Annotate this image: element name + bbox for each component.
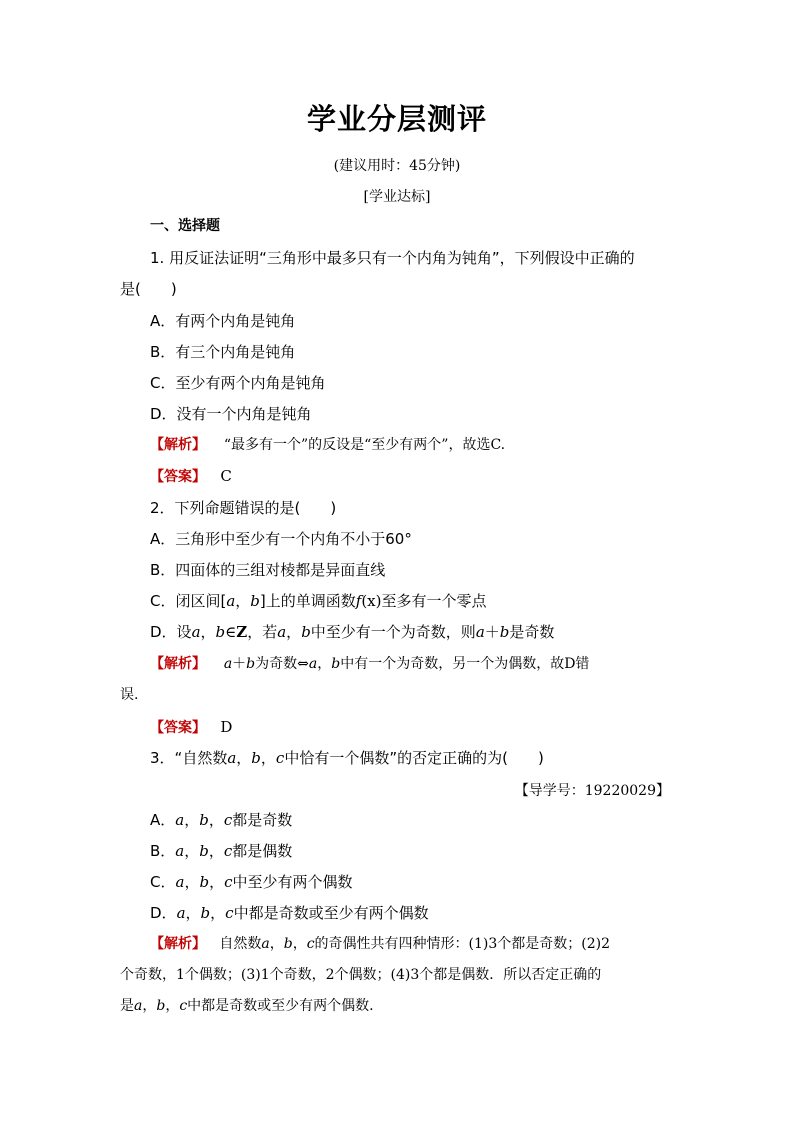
q2-option-b: B．四面体的三组对棱都是异面直线 — [150, 561, 386, 579]
var-c: c — [223, 811, 233, 829]
text: 的奇偶性共有四种情形：(1)3个都是奇数；(2)2 — [314, 936, 611, 952]
var-b: b — [199, 811, 209, 829]
var-a: a — [223, 656, 233, 672]
text: (x) — [361, 592, 382, 610]
var-a: a — [176, 904, 186, 922]
var-a: a — [226, 592, 236, 610]
text: 是奇数 — [509, 623, 555, 641]
q2-answer — [150, 717, 232, 738]
var-b: b — [215, 623, 226, 641]
q2-option-c — [150, 591, 487, 611]
text: ＋ — [484, 623, 500, 641]
q3-analysis-line3 — [120, 996, 374, 1016]
text: A． — [150, 811, 176, 829]
q2-analysis-line2: 误. — [120, 687, 139, 703]
var-f: f — [355, 592, 362, 610]
text: 为奇数⇔ — [255, 656, 309, 672]
guide-number: 【导学号：19220029】 — [514, 783, 670, 799]
text: ， — [184, 811, 200, 829]
var-b: b — [250, 592, 260, 610]
var-c: c — [179, 998, 188, 1014]
q3-option-c — [150, 872, 353, 892]
q1-analysis — [150, 435, 505, 455]
var-b: b — [246, 656, 256, 672]
var-a: a — [277, 623, 287, 641]
text: ， — [208, 811, 224, 829]
q3-option-d — [150, 903, 429, 923]
text: ， — [142, 998, 157, 1014]
q1-option-a: A．有两个内角是钝角 — [150, 312, 296, 330]
text: D．设 — [150, 623, 192, 641]
text: 中都是奇数或至少有两个偶数. — [187, 998, 374, 1014]
var-b: b — [283, 936, 293, 952]
text: ， — [184, 873, 200, 891]
var-c: c — [223, 842, 233, 860]
text: B． — [150, 842, 176, 860]
section-heading: 一、选择题 — [150, 218, 220, 234]
text: 都是奇数 — [232, 811, 293, 829]
q3-option-a — [150, 810, 292, 830]
text: 中都是奇数或至少有两个偶数 — [233, 904, 429, 922]
text: 中有一个为奇数，另一个为偶数，故D错 — [340, 656, 590, 672]
q2-answer-value: D — [220, 718, 233, 736]
var-c: c — [225, 904, 234, 922]
text: ， — [165, 998, 180, 1014]
text: ， — [200, 623, 216, 641]
q1-answer — [150, 466, 232, 487]
q1-analysis-text: “最多有一个”的反设是“至少有两个”，故选C. — [223, 437, 506, 453]
text: 3．“自然数 — [150, 749, 228, 767]
var-b: b — [251, 749, 261, 767]
section-tag: [学业达标] — [363, 189, 431, 205]
var-b: b — [301, 623, 311, 641]
text: ， — [185, 904, 201, 922]
analysis-label: 【解析】 — [150, 936, 206, 952]
q2-stem: 2．下列命题错误的是( ) — [150, 499, 337, 517]
text: ， — [260, 749, 276, 767]
q1-answer-value: C — [220, 467, 232, 485]
text: ＋ — [232, 656, 247, 672]
text: 中恰有一个偶数”的否定正确的为( ) — [284, 749, 544, 767]
set-z: Z — [236, 623, 248, 641]
text: ，若 — [247, 623, 278, 641]
analysis-label: 【解析】 — [150, 437, 206, 453]
text: ， — [235, 592, 251, 610]
q3-stem — [150, 748, 544, 768]
text: ， — [236, 749, 252, 767]
var-b: b — [331, 656, 341, 672]
text: ]上的单调函数 — [259, 592, 356, 610]
var-a: a — [191, 623, 201, 641]
var-b: b — [199, 873, 210, 891]
q2-option-a: A．三角形中至少有一个内角不小于60° — [150, 530, 412, 548]
page-title: 学业分层测评 — [306, 102, 487, 136]
text: ， — [269, 936, 284, 952]
text: ， — [208, 842, 224, 860]
q1-stem-line2: 是( ) — [120, 280, 177, 298]
text: ， — [209, 873, 225, 891]
text: ， — [184, 842, 200, 860]
var-b: b — [199, 842, 209, 860]
text: 自然数 — [219, 936, 262, 952]
text: 中至少有一个为奇数，则 — [310, 623, 476, 641]
q2-analysis-line1 — [150, 654, 589, 674]
var-a: a — [261, 936, 270, 952]
var-a: a — [227, 749, 237, 767]
text: 都是偶数 — [232, 842, 293, 860]
analysis-label: 【解析】 — [150, 656, 206, 672]
q1-option-c: C．至少有两个内角是钝角 — [150, 374, 326, 392]
text: ， — [292, 936, 307, 952]
text: C．闭区间[ — [150, 592, 227, 610]
text: 至多有一个零点 — [381, 592, 487, 610]
text: ， — [286, 623, 302, 641]
text: D． — [150, 904, 177, 922]
q3-analysis-line1 — [150, 934, 610, 954]
var-c: c — [275, 749, 285, 767]
text: ， — [210, 904, 226, 922]
text: 中至少有两个偶数 — [232, 873, 353, 891]
subtitle: (建议用时：45分钟) — [333, 158, 461, 174]
var-b: b — [156, 998, 166, 1014]
var-a: a — [175, 842, 185, 860]
text: C． — [150, 873, 176, 891]
var-c: c — [224, 873, 233, 891]
var-b: b — [499, 623, 510, 641]
q2-option-d — [150, 622, 554, 642]
q1-stem-line1: 1. 用反证法证明“三角形中最多只有一个内角为钝角”，下列假设中正确的 — [150, 249, 635, 267]
q3-option-b — [150, 841, 292, 861]
var-a: a — [175, 811, 185, 829]
var-a: a — [475, 623, 485, 641]
var-a: a — [175, 873, 185, 891]
var-a: a — [308, 656, 318, 672]
q1-option-b: B．有三个内角是钝角 — [150, 343, 296, 361]
answer-label: 【答案】 — [150, 720, 206, 736]
q3-analysis-line2: 个奇数，1个偶数；(3)1个奇数，2个偶数；(4)3个都是偶数．所以否定正确的 — [120, 967, 602, 983]
text: ， — [317, 656, 332, 672]
text: ∈ — [225, 623, 237, 641]
var-c: c — [306, 936, 315, 952]
var-b: b — [200, 904, 211, 922]
var-a: a — [134, 998, 143, 1014]
q1-option-d: D．没有一个内角是钝角 — [150, 405, 312, 423]
text: 是 — [120, 998, 134, 1014]
answer-label: 【答案】 — [150, 469, 206, 485]
